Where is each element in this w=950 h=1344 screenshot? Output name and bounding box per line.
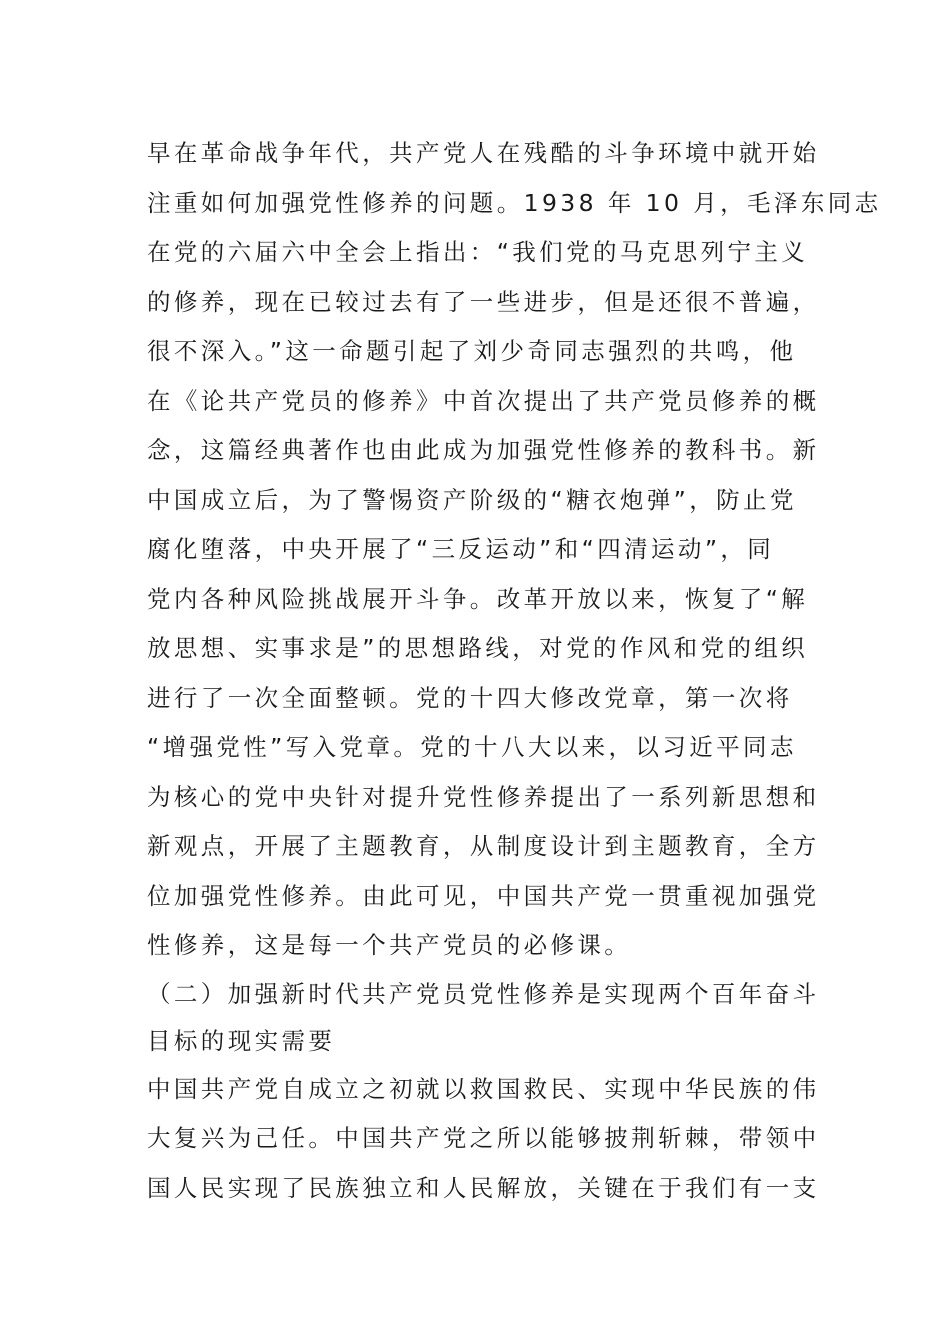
text-line: 早在革命战争年代，共产党人在残酷的斗争环境中就开始 — [147, 139, 820, 167]
heading-line: （二）加强新时代共产党员党性修养是实现两个百年奋斗 — [147, 979, 820, 1008]
text-line: 大复兴为己任。中国共产党之所以能够披荆斩棘，带领中 — [147, 1124, 820, 1152]
paragraph-party-mission — [147, 1065, 820, 1214]
text-line: 位加强党性修养。由此可见，中国共产党一贯重视加强党 — [147, 881, 820, 910]
text-line: 放思想、实事求是”的思想路线，对党的作风和党的组织 — [147, 634, 809, 662]
text-line: 进行了一次全面整顿。党的十四大修改党章，第一次将 — [147, 683, 793, 712]
text-line: 中国成立后，为了警惕资产阶级的“糖衣炮弹”，防止党 — [147, 485, 797, 514]
text-line: 很不深入。”这一命题引起了刘少奇同志强烈的共鸣，他 — [147, 337, 797, 365]
heading-line: 目标的现实需要 — [147, 1026, 336, 1055]
text-line: 在《论共产党员的修养》中首次提出了共产党员修养的概 — [147, 386, 820, 415]
document-body — [147, 129, 882, 1213]
text-line: “增强党性”写入党章。党的十八大以来，以习近平同志 — [147, 733, 797, 761]
paragraph-party-spirit-history — [147, 129, 882, 971]
text-line: 党内各种风险挑战展开斗争。改革开放以来，恢复了“解 — [147, 584, 809, 613]
text-line: 注重如何加强党性修养的问题。1938 年 10 月，毛泽东同志 — [147, 188, 882, 217]
section-heading-2 — [147, 971, 820, 1065]
text-line: 腐化堕落，中央开展了“三反运动”和“四清运动”，同 — [147, 535, 775, 563]
text-line: 新观点，开展了主题教育，从制度设计到主题教育，全方 — [147, 832, 820, 860]
text-line: 为核心的党中央针对提升党性修养提出了一系列新思想和 — [147, 782, 820, 811]
text-line: 在党的六届六中全会上指出：“我们党的马克思列宁主义 — [147, 238, 809, 266]
text-line: 中国共产党自成立之初就以救国救民、实现中华民族的伟 — [147, 1074, 820, 1103]
text-line: 念，这篇经典著作也由此成为加强党性修养的教科书。新 — [147, 436, 820, 464]
text-line: 性修养，这是每一个共产党员的必修课。 — [147, 931, 632, 959]
text-line: 的修养，现在已较过去有了一些进步，但是还很不普遍， — [147, 287, 820, 316]
text-line: 国人民实现了民族独立和人民解放，关键在于我们有一支 — [147, 1173, 820, 1202]
